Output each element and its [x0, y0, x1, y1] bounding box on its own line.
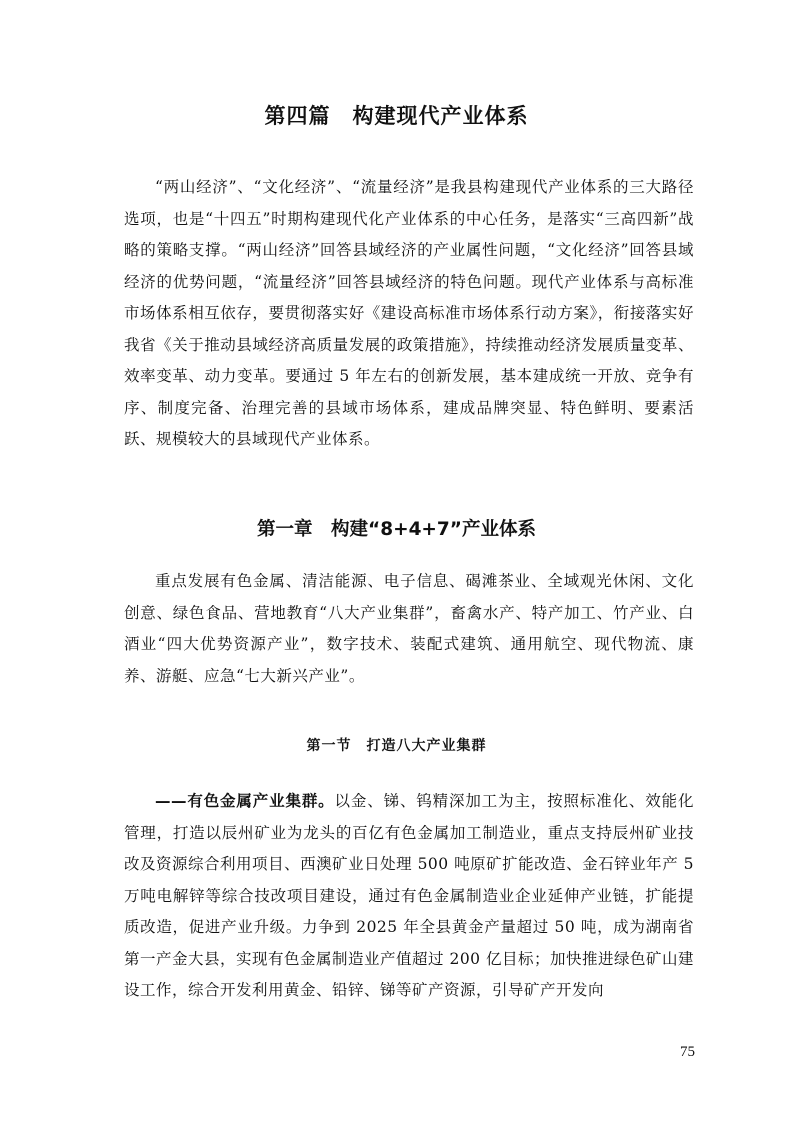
cluster-paragraph	[124, 786, 694, 1007]
cluster-text: 以金、锑、钨精深加工为主，按照标准化、效能化管理，打造以辰州矿业为龙头的百亿有色金属加工制造业，重点支持辰州矿业技改及资源综合利用项目、西澳矿业日处理 500 吨原矿扩能改造、金石锌业年产 5 万吨电解锌等综合技改项目建设，通过有色金属制造业企业延伸产业链，扩能提质改造，促进产业升级。力争到 2025 年全县黄金产量超过 50 吨，成为湖南省第一产金大县，实现有色金属制造业产值超过 200 亿目标；加快推进绿色矿山建设工作，综合开发利用黄金、铅锌、锑等矿产资源，引导矿产开发向	[124, 792, 694, 999]
intro-paragraph: “两山经济”、“文化经济”、“流量经济”是我县构建现代产业体系的三大路径选项，也是“十四五”时期构建现代化产业体系的中心任务，是落实“三高四新”战略的策略支撑。“两山经济”回答县域经济的产业属性问题，“文化经济”回答县域经济的优势问题，“流量经济”回答县域经济的特色问题。现代产业体系与高标准市场体系相互依存，要贯彻落实好《建设高标准市场体系行动方案》，衔接落实好我省《关于推动县域经济高质量发展的政策措施》，持续推动经济发展质量变革、效率变革、动力变革。要通过 5 年左右的创新发展，基本建成统一开放、竞争有序、制度完备、治理完善的县域市场体系，建成品牌突显、特色鲜明、要素活跃、规模较大的县域现代产业体系。	[124, 178, 694, 448]
page-number: 75	[680, 1044, 695, 1060]
section-title: 第一节 打造八大产业集群	[306, 738, 487, 754]
cluster-lead: ——有色金属产业集群。	[155, 792, 335, 810]
chapter-title: 第一章 构建“8+4+7”产业体系	[257, 519, 536, 540]
chapter-paragraph: 重点发展有色金属、清洁能源、电子信息、碣滩茶业、全域观光休闲、文化创意、绿色食品、营地教育“八大产业集群”，畜禽水产、特产加工、竹产业、白酒业“四大优势资源产业”，数字技术、装配式建筑、通用航空、现代物流、康养、游艇、应急“七大新兴产业”。	[124, 572, 694, 685]
part-title: 第四篇 构建现代产业体系	[264, 104, 529, 128]
